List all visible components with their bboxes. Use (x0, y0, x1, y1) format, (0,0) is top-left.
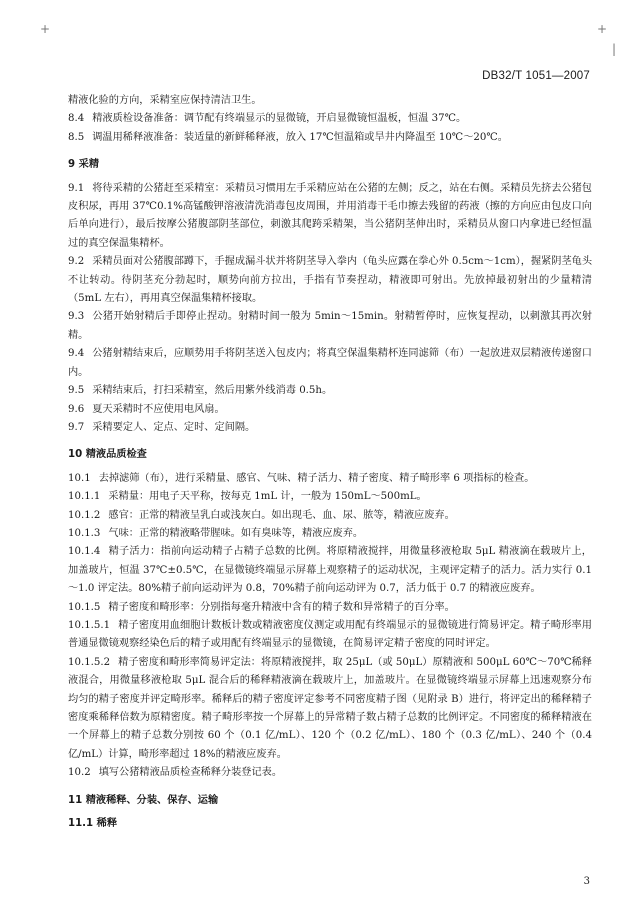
clause-10-1-5-2 (68, 654, 592, 764)
body-text (68, 92, 592, 838)
clause-9-2 (68, 253, 592, 308)
clause-10-1-5-1 (68, 617, 592, 654)
clause-text: 填写公猪精液品质检查稀释分装登记表。 (98, 767, 283, 779)
clause-8-4 (68, 110, 592, 128)
clause-number: 9.7 (68, 421, 85, 433)
clause-text: 采精要定人、定点、定时、定间隔。 (92, 421, 256, 433)
clause-8-5 (68, 129, 592, 147)
paragraph-continuation: 精液化验的方向，采精室应保持清洁卫生。 (68, 95, 262, 106)
crop-mark-top-right: + (597, 22, 608, 36)
clause-10-2 (68, 764, 592, 782)
clause-text: 感官：正常的精液呈乳白或浅灰白。如出现毛、血、尿、脓等，精液应废弃。 (108, 509, 455, 521)
clause-10-1 (68, 470, 592, 488)
clause-9-6 (68, 401, 592, 419)
clause-number: 9.6 (68, 403, 85, 415)
clause-number: 10.1.3 (68, 527, 101, 539)
clause-text: 去掉滤筛（布），进行采精量、感官、气味、精子活力、精子密度、精子畸形率 6 项指标的检查。 (98, 472, 535, 484)
clause-number: 10.1.1 (68, 491, 101, 503)
clause-number: 10.1.2 (68, 509, 101, 521)
page-number: 3 (583, 876, 590, 887)
clause-9-3 (68, 308, 592, 345)
section-heading-10: 10 精液品质检查 (68, 449, 147, 461)
clause-9-1 (68, 180, 592, 254)
clause-10-1-4 (68, 543, 592, 598)
clause-text: 采精员面对公猪腹部蹲下，手握成漏斗状并将阴茎导入拳内（龟头应露在拳心外 0.5cm～1cm），握紧阴茎龟头不让转动。待阴茎充分勃起时，顺势向前方拉出，手指有节奏捏动，精液即可射出。先放掉最初射出的少量精清（5mL 左右），再用真空保温集精杯接取。 (68, 256, 593, 305)
clause-text: 气味：正常的精液略带腥味。如有臭味等，精液应废弃。 (108, 527, 364, 539)
clause-number: 10.1.5 (68, 601, 101, 613)
clause-number: 10.1.4 (68, 546, 101, 558)
clause-text: 夏天采精时不应使用电风扇。 (92, 403, 225, 415)
clause-9-7 (68, 419, 592, 437)
clause-text: 公猪射精结束后，应顺势用手将阴茎送入包皮内；将真空保温集精杯连同滤筛（布）一起放进双层精液传递窗口内。 (68, 348, 592, 378)
clause-number: 10.1.5.1 (68, 619, 111, 631)
clause-text: 精子密度和畸形率：分别指每毫升精液中含有的精子数和异常精子的百分率。 (108, 601, 455, 613)
clause-text: 采精量：用电子天平称，按每克 1mL 计，一般为 150mL～500mL。 (108, 491, 427, 503)
edge-mark-right: | (612, 42, 617, 56)
clause-9-5 (68, 382, 592, 400)
subsection-heading-11-1: 11.1 稀释 (68, 818, 118, 830)
clause-9-4 (68, 345, 592, 382)
clause-text: 采精结束后，打扫采精室，然后用紫外线消毒 0.5h。 (92, 385, 333, 397)
document-code: DB32/T 1051—2007 (482, 70, 590, 82)
clause-number: 9.2 (68, 256, 85, 268)
clause-10-1-5 (68, 599, 592, 617)
section-heading-9: 9 采精 (68, 159, 100, 171)
clause-number: 8.4 (68, 113, 85, 125)
clause-text: 公猪开始射精后手即停止捏动。射精时间一般为 5min～15min。射精暂停时，应恢复捏动，以刺激其再次射精。 (68, 311, 592, 341)
clause-number: 10.1 (68, 472, 91, 484)
clause-number: 9.5 (68, 385, 85, 397)
clause-text: 调温用稀释液准备：装适量的新鲜稀释液，放入 17℃恒温箱或旱井内降温至 10℃～20℃。 (92, 131, 508, 143)
crop-mark-top-left: + (40, 22, 51, 36)
clause-number: 8.5 (68, 131, 85, 143)
clause-number: 9.1 (68, 182, 85, 194)
clause-10-1-2 (68, 507, 592, 525)
clause-number: 9.3 (68, 311, 85, 323)
clause-text: 精子密度用血细胞计数板计数或精液密度仪测定或用配有终端显示的显微镜进行简易评定。精子畸形率用普通显微镜观察经染色后的精子或用配有终端显示的显微镜，在简易评定精子密度的同时评定。 (68, 619, 592, 650)
clause-number: 10.2 (68, 767, 91, 779)
clause-text: 精子活力：指前向运动精子占精子总数的比例。将原精液搅拌，用微量移液枪取 5μL 精液滴在载玻片上，加盖玻片，恒温 37℃±0.5℃，在显微镜终端显示屏幕上观察精子的运动状况，主观评定精子的活力。活力实行 0.1～1.0 评定法。80%精子前向运动评为 0.8，70%精子前向运动评为 0.7，活力低于 0.7 的精液应废弃。 (68, 546, 592, 595)
clause-text: 精子密度和畸形率简易评定法：将原精液搅拌，取 25μL（或 50μL）原精液和 500μL 60℃～70℃稀释液混合，用微量移液枪取 5μL 混合后的稀释精液滴在载玻片上，加盖玻片。在显微镜终端显示屏幕上迅速观察分布均匀的精子密度并评定畸形率。稀释后的精子密度评定参考不同密度精子图（见附录 B）进行，将评定出的稀释精子密度乘稀释倍数为原精密度。精子畸形率按一个屏幕上的异常精子数占精子总数的比例评定。不同密度的稀释精液在一个屏幕上的精子总数分别按 60 个（0.1 亿/mL）、120 个（0.2 亿/mL）、180 个（0.3 亿/mL）、240 个（0.4 亿/mL）计算，畸形率超过 18%的精液应废弃。 (68, 656, 592, 760)
clause-number: 9.4 (68, 348, 85, 360)
section-heading-11: 11 精液稀释、分装、保存、运输 (68, 794, 219, 806)
clause-10-1-3 (68, 525, 592, 543)
clause-number: 10.1.5.2 (68, 656, 111, 668)
clause-text: 将待采精的公猪赶至采精室：采精员习惯用左手采精应站在公猪的左侧；反之，站在右侧。采精员先挤去公猪包皮积尿，再用 37℃0.1%高锰酸钾溶液清洗消毒包皮周围，并用消毒干毛巾擦去残留的药液（擦的方向应由包皮口向后单向进行），最后按摩公猪腹部阴茎部位，刺激其爬跨采精架，当公猪阴茎伸出时，采精员从窗口内拿进已经恒温过的真空保温集精杯。 (68, 182, 592, 249)
clause-text: 精液质检设备准备：调节配有终端显示的显微镜，开启显微镜恒温板，恒温 37℃。 (92, 113, 467, 125)
clause-10-1-1 (68, 488, 592, 506)
